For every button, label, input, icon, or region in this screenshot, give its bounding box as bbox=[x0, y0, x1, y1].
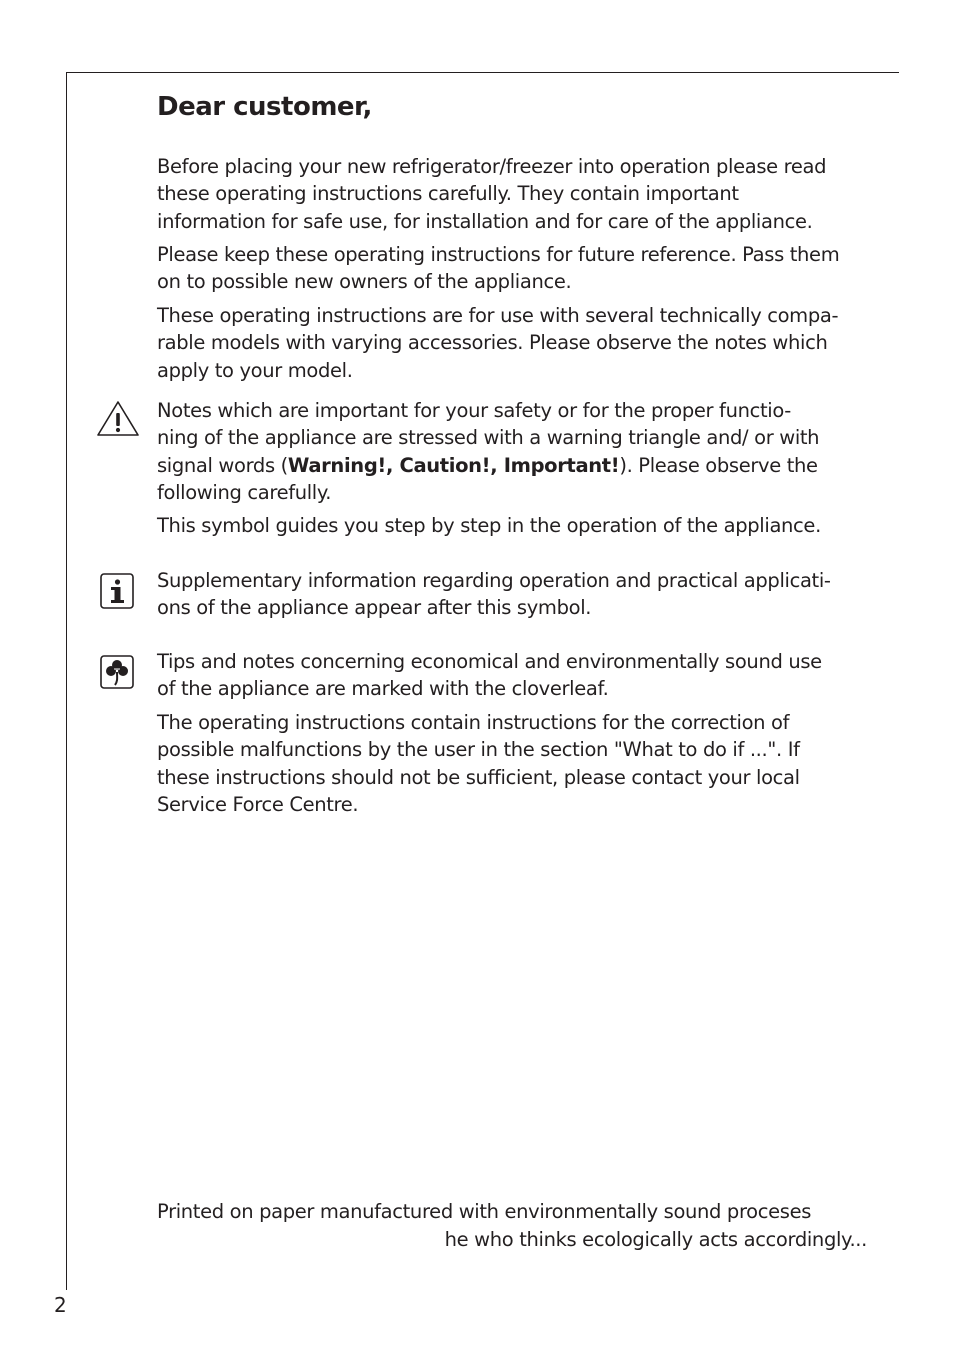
text-line-signal-words bbox=[157, 452, 892, 479]
keep-instructions-paragraph bbox=[157, 241, 892, 296]
text-line: Tips and notes concerning economical and environmentally sound use bbox=[157, 650, 822, 673]
page-number: 2 bbox=[54, 1293, 67, 1317]
text-line: These operating instructions are for use with several technically compa- bbox=[157, 304, 839, 327]
text-line: Before placing your new refrigerator/freezer into operation please read bbox=[157, 155, 827, 178]
text-line: apply to your model. bbox=[157, 358, 353, 382]
text-line: these instructions should not be sufficient, please contact your local bbox=[157, 765, 800, 789]
step-symbol-paragraph bbox=[157, 512, 892, 539]
text-line: information for safe use, for installation and for care of the appliance. bbox=[157, 209, 813, 233]
text-segment: signal words ( bbox=[157, 453, 288, 477]
text-line: Notes which are important for your safety or for the proper functio- bbox=[157, 399, 791, 422]
info-icon bbox=[100, 573, 134, 613]
text-line: these operating instructions carefully. They contain important bbox=[157, 182, 739, 206]
text-line: possible malfunctions by the user in the section "What to do if ...". If bbox=[157, 738, 800, 762]
left-margin-rule bbox=[66, 72, 67, 1290]
text-line: Service Force Centre. bbox=[157, 792, 359, 816]
supplementary-info-paragraph bbox=[157, 567, 892, 622]
text-line: This symbol guides you step by step in the operation of the appliance. bbox=[157, 514, 821, 537]
footer-motto: he who thinks ecologically acts accordingly... bbox=[444, 1228, 867, 1251]
text-line: Supplementary information regarding operation and practical applicati- bbox=[157, 569, 831, 592]
models-paragraph bbox=[157, 302, 892, 384]
text-line: ons of the appliance appear after this symbol. bbox=[157, 596, 592, 620]
warning-paragraph bbox=[157, 397, 892, 506]
signal-words: Warning!, Caution!, Important! bbox=[287, 453, 620, 477]
text-line: rable models with varying accessories. Please observe the notes which bbox=[157, 331, 828, 355]
text-line: Please keep these operating instructions for future reference. Pass them bbox=[157, 243, 840, 266]
malfunctions-paragraph bbox=[157, 709, 892, 818]
cloverleaf-icon bbox=[100, 655, 134, 693]
text-line: on to possible new owners of the appliance. bbox=[157, 270, 572, 294]
text-line: ning of the appliance are stressed with a warning triangle and/ or with bbox=[157, 426, 820, 450]
text-segment: ). Please observe the bbox=[619, 453, 818, 477]
text-line: The operating instructions contain instructions for the correction of bbox=[157, 711, 790, 734]
eco-tips-paragraph bbox=[157, 648, 892, 703]
page-title: Dear customer, bbox=[157, 92, 372, 122]
text-line: following carefully. bbox=[157, 480, 332, 504]
top-rule bbox=[66, 72, 899, 73]
footer-printed-note: Printed on paper manufactured with environmentally sound proceses bbox=[157, 1200, 812, 1223]
text-line: of the appliance are marked with the cloverleaf. bbox=[157, 677, 609, 701]
warning-triangle-icon bbox=[96, 400, 140, 442]
intro-paragraph bbox=[157, 153, 892, 235]
